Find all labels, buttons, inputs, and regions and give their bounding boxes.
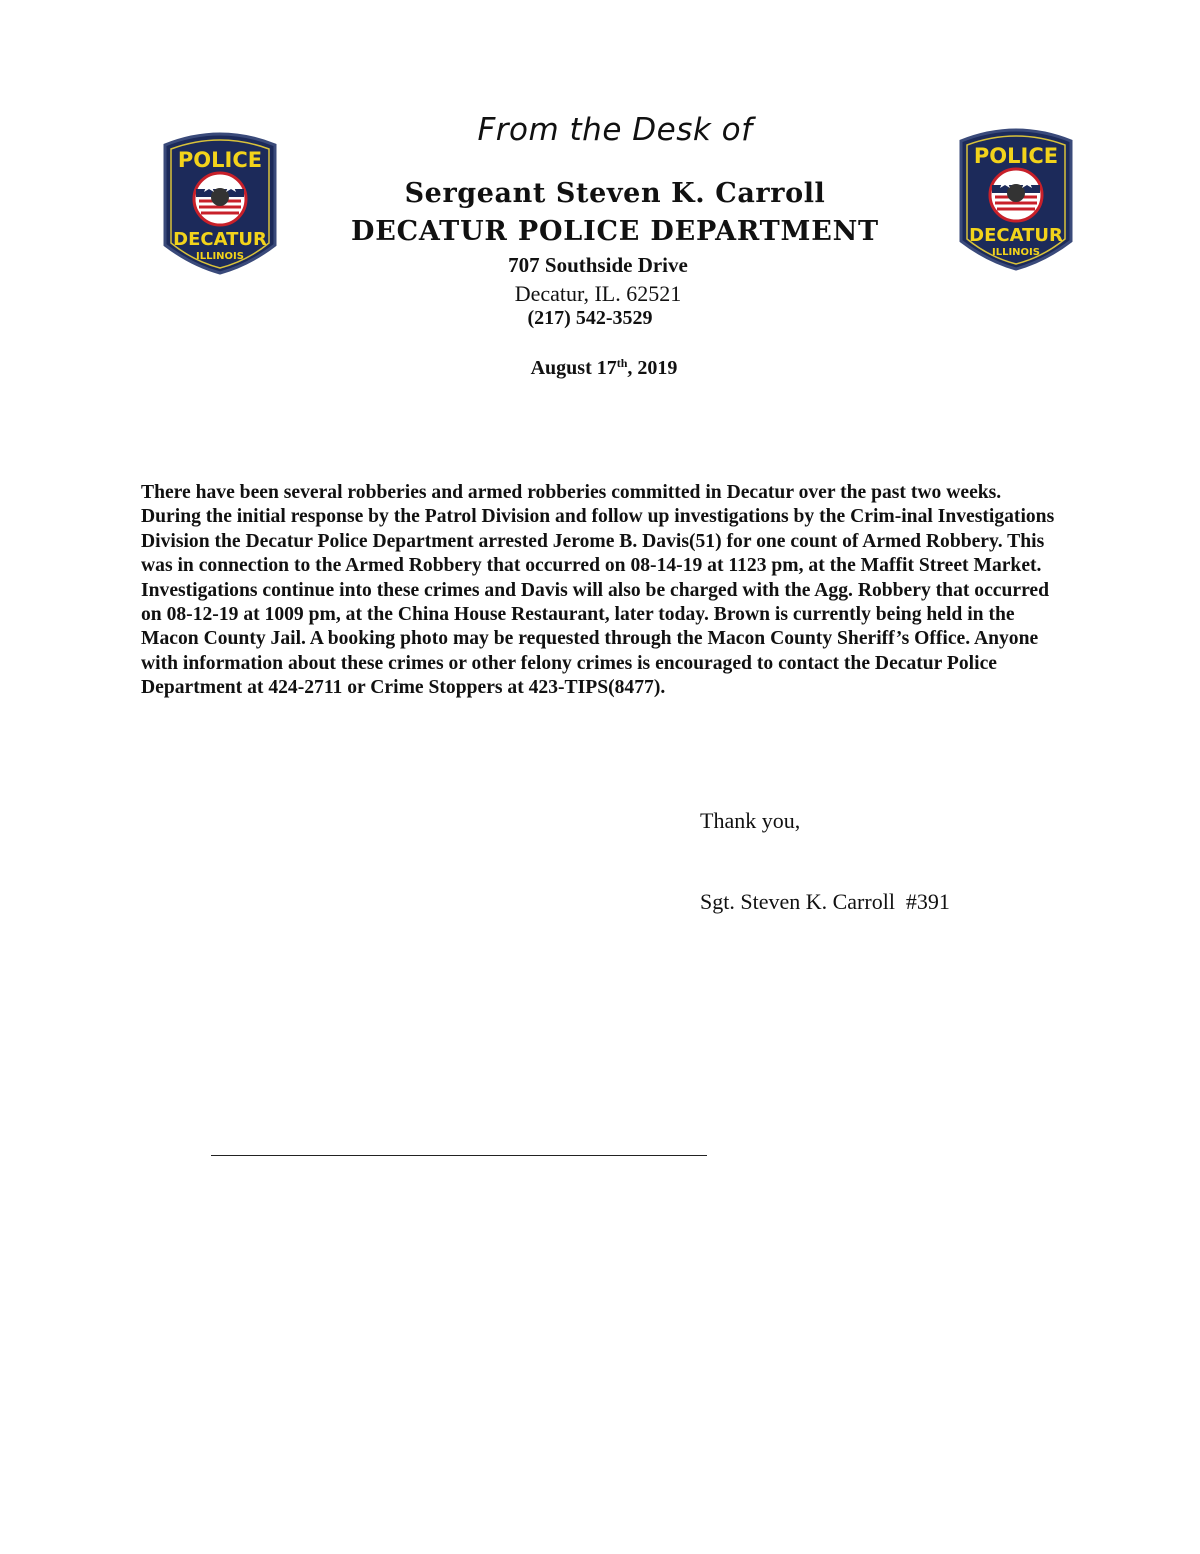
badge-city-text: DECATUR bbox=[969, 225, 1063, 246]
letter-date bbox=[0, 356, 1200, 380]
letter-body bbox=[141, 481, 1059, 701]
closing-signoff: Sgt. Steven K. Carroll #391 bbox=[700, 889, 950, 914]
address-street: 707 Southside Drive bbox=[508, 253, 688, 277]
badge-state-text: ILLINOIS bbox=[992, 247, 1040, 258]
date-year: , 2019 bbox=[627, 357, 678, 379]
closing-thanks: Thank you, bbox=[700, 808, 801, 833]
sender-name: Sergeant Steven K. Carroll bbox=[404, 178, 826, 209]
address-city: Decatur, IL. 62521 bbox=[514, 281, 682, 306]
badge-state-text: ILLINOIS bbox=[196, 251, 244, 262]
body-paragraph: There have been several robberies and armed robberies committed in Decatur over the past two weeks. During the initial response by the Patrol Division and follow up investigations by the Crim-inal Investigations Division the Decatur Police Department arrested Jerome B. Davis(51) for one count of Armed Robbery. This was in connection to the Armed Robbery that occurred on 08-14-19 at 1123 pm, at the Maffit Street Market. Investigations continue into these crimes and Davis will also be charged with the Agg. Robbery that occurred on 08-12-19 at 1009 pm, at the China House Restaurant, later today. Brown is currently being held in the Macon County Jail. A booking photo may be requested through the Macon County Sheriff’s Office. Anyone with information about these crimes or other felony crimes is encouraged to contact the Decatur Police Department at 424-2711 or Crime Stoppers at 423-TIPS(8477). bbox=[141, 482, 1055, 699]
badge-city-text: DECATUR bbox=[173, 229, 267, 250]
desk-line: From the Desk of bbox=[477, 112, 753, 148]
badge-top-text: POLICE bbox=[973, 144, 1059, 168]
date-suffix: th bbox=[616, 356, 628, 370]
department-name: DECATUR POLICE DEPARTMENT bbox=[351, 216, 879, 247]
signature-line bbox=[211, 1155, 707, 1156]
date-month-day: August 17 bbox=[530, 357, 617, 379]
phone-number: (217) 542-3529 bbox=[527, 307, 653, 329]
badge-top-text: POLICE bbox=[177, 148, 263, 172]
